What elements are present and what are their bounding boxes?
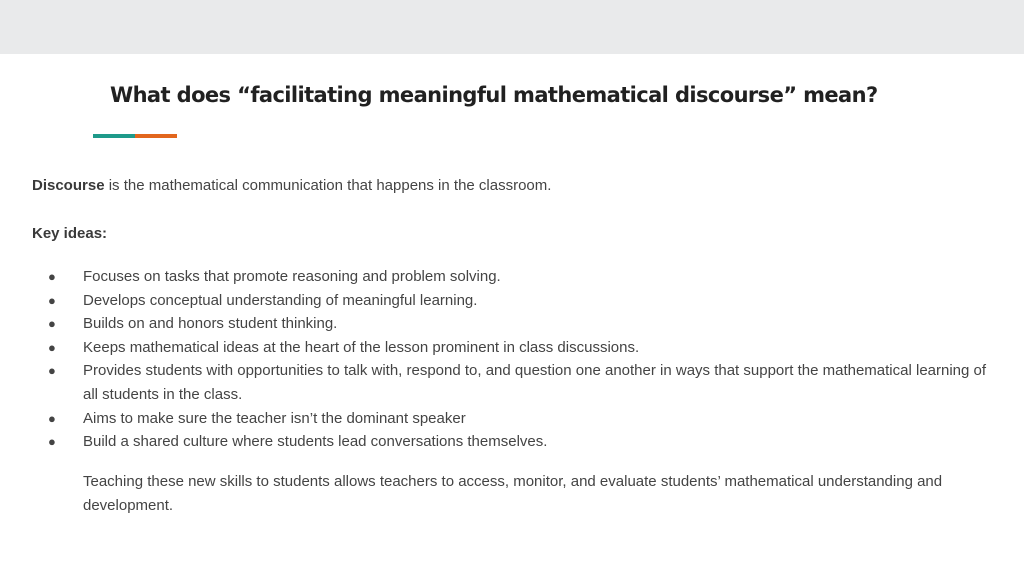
bullet-icon: ● <box>48 339 56 355</box>
slide <box>0 54 1024 576</box>
definition-term: Discourse <box>32 177 105 194</box>
list-item-text: Aims to make sure the teacher isn’t the dominant speaker <box>83 409 466 427</box>
list-item <box>0 430 1000 454</box>
bullet-icon: ● <box>48 410 56 426</box>
list-item <box>0 265 1000 289</box>
slide-title: What does “facilitating meaningful mathematical discourse” mean? <box>110 83 878 107</box>
bullet-icon: ● <box>48 292 56 308</box>
list-item-text: Builds on and honors student thinking. <box>83 315 338 333</box>
key-ideas-heading: Key ideas: <box>32 225 108 242</box>
list-item <box>0 289 1000 313</box>
title-accent-bar <box>93 134 177 138</box>
list-item-text: Develops conceptual understanding of meaningful learning. <box>83 291 478 309</box>
bullet-icon: ● <box>48 434 56 450</box>
closing-paragraph: Teaching these new skills to students allows teachers to access, monitor, and evaluate students’ mathematical understanding and development. <box>83 473 943 514</box>
bullet-icon: ● <box>48 363 56 379</box>
accent-orange-segment <box>135 134 177 138</box>
bullet-icon: ● <box>48 316 56 332</box>
list-item <box>0 359 1000 406</box>
list-item-text: Build a shared culture where students lead conversations themselves. <box>83 433 548 451</box>
list-item-text: Provides students with opportunities to talk with, respond to, and question one another in ways that support the mathematical learning of all students in the class. <box>83 362 987 403</box>
list-item <box>0 407 1000 431</box>
list-item <box>0 312 1000 336</box>
list-item-text: Keeps mathematical ideas at the heart of the lesson prominent in class discussions. <box>83 338 640 356</box>
definition-text: is the mathematical communication that happens in the classroom. <box>104 177 552 194</box>
list-item-text: Focuses on tasks that promote reasoning and problem solving. <box>83 268 501 285</box>
definition-paragraph <box>32 177 551 194</box>
top-band <box>0 0 1024 54</box>
key-ideas-list <box>0 265 1000 454</box>
bullet-icon: ● <box>48 269 56 284</box>
accent-teal-segment <box>93 134 135 138</box>
list-item <box>0 336 1000 360</box>
